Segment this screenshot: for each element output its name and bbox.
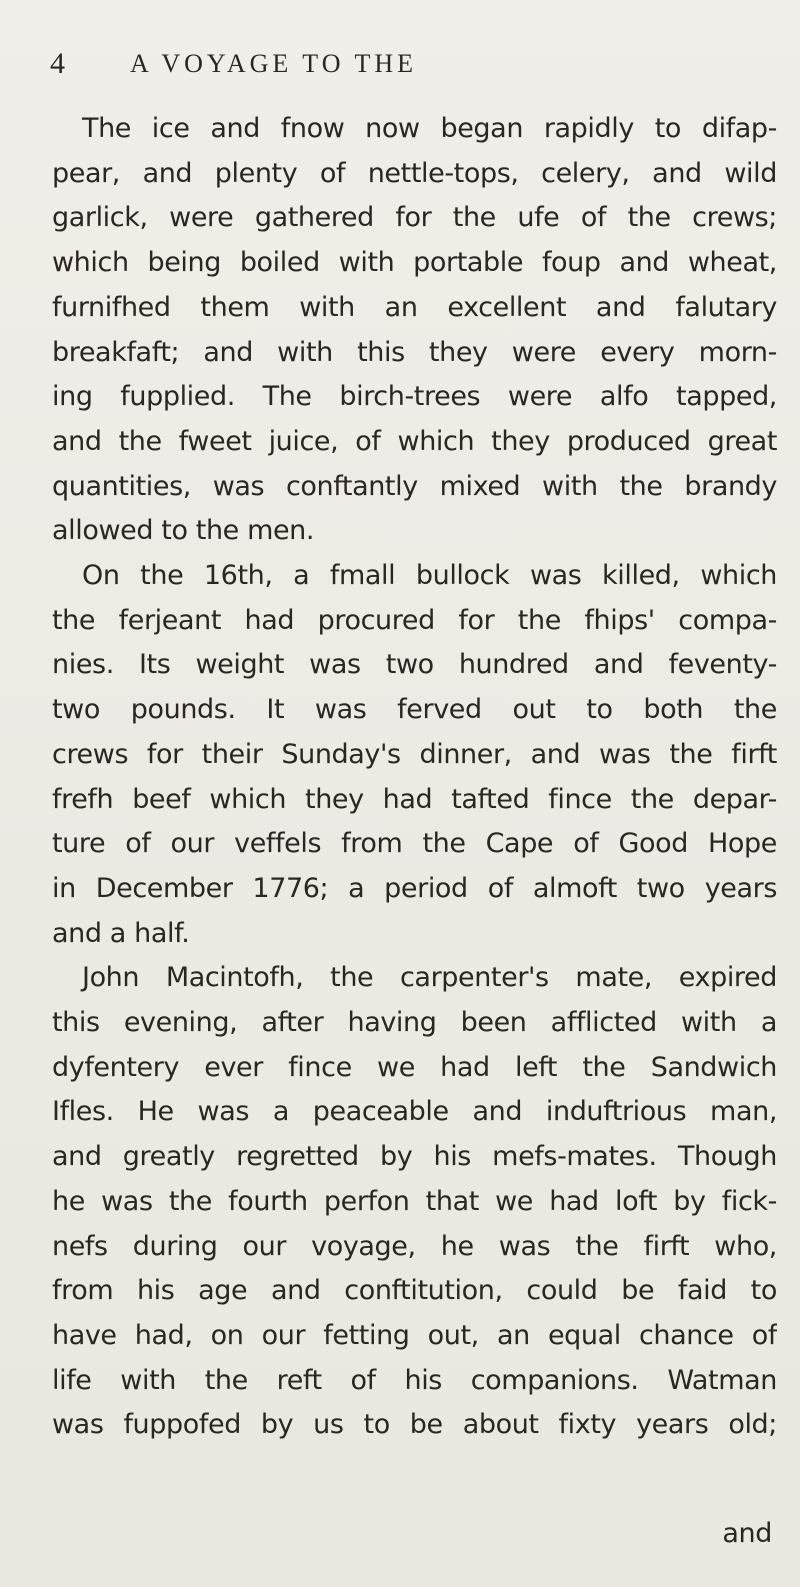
text-line: Ifles. He was a peaceable and induftrious man, xyxy=(52,1096,777,1128)
text-line: in December 1776; a period of almoft two years xyxy=(52,872,777,904)
text-line: life with the reft of his companions. Watman xyxy=(52,1364,777,1396)
text-line: and the fweet juice, of which they produced great xyxy=(52,425,777,457)
text-line: allowed to the men. xyxy=(52,515,315,547)
text-line: furnifhed them with an excellent and falutary xyxy=(52,291,777,323)
text-line: The ice and fnow now began rapidly to difap- xyxy=(82,113,777,144)
text-line: crews for their Sunday's dinner, and was the firft xyxy=(52,738,777,770)
text-line: On the 16th, a fmall bullock was killed, which xyxy=(82,560,777,592)
text-line: John Macintofh, the carpenter's mate, expired xyxy=(82,962,777,994)
text-line: garlick, were gathered for the ufe of the crews; xyxy=(52,202,777,234)
text-line: ture of our veffels from the Cape of Good Hope xyxy=(52,828,777,860)
text-line: nies. Its weight was two hundred and feventy- xyxy=(52,649,777,681)
text-line: which being boiled with portable foup and wheat, xyxy=(52,247,777,279)
running-head xyxy=(50,44,750,84)
running-title: A VOYAGE TO THE xyxy=(130,49,418,78)
text-line: was fuppofed by us to be about fixty years old; xyxy=(52,1409,777,1441)
text-line: pear, and plenty of nettle-tops, celery, and wild xyxy=(52,157,777,189)
text-line: nefs during our voyage, he was the firft who, xyxy=(52,1230,777,1262)
body-text xyxy=(52,107,777,1448)
text-line: and greatly regretted by his mefs-mates. Though xyxy=(52,1141,777,1173)
text-line: he was the fourth perfon that we had loft by fick- xyxy=(52,1185,777,1217)
text-line: this evening, after having been afflicted with a xyxy=(52,1007,777,1039)
page-number: 4 xyxy=(50,47,65,80)
text-line: from his age and conftitution, could be faid to xyxy=(52,1275,777,1307)
text-line: two pounds. It was ferved out to both the xyxy=(52,694,777,726)
text-line: ing fupplied. The birch-trees were alfo tapped, xyxy=(52,381,777,413)
text-line: have had, on our fetting out, an equal chance of xyxy=(52,1319,777,1351)
text-line: dyfentery ever fince we had left the Sandwich xyxy=(52,1051,777,1083)
catchword: and xyxy=(722,1518,772,1549)
text-line: the ferjeant had procured for the fhips' compa- xyxy=(52,604,777,636)
text-line: breakfaft; and with this they were every morn- xyxy=(52,336,777,368)
text-line: quantities, was conftantly mixed with the brandy xyxy=(52,470,777,502)
text-line: frefh beef which they had tafted fince the depar- xyxy=(52,783,777,815)
text-line: and a half. xyxy=(52,917,190,949)
